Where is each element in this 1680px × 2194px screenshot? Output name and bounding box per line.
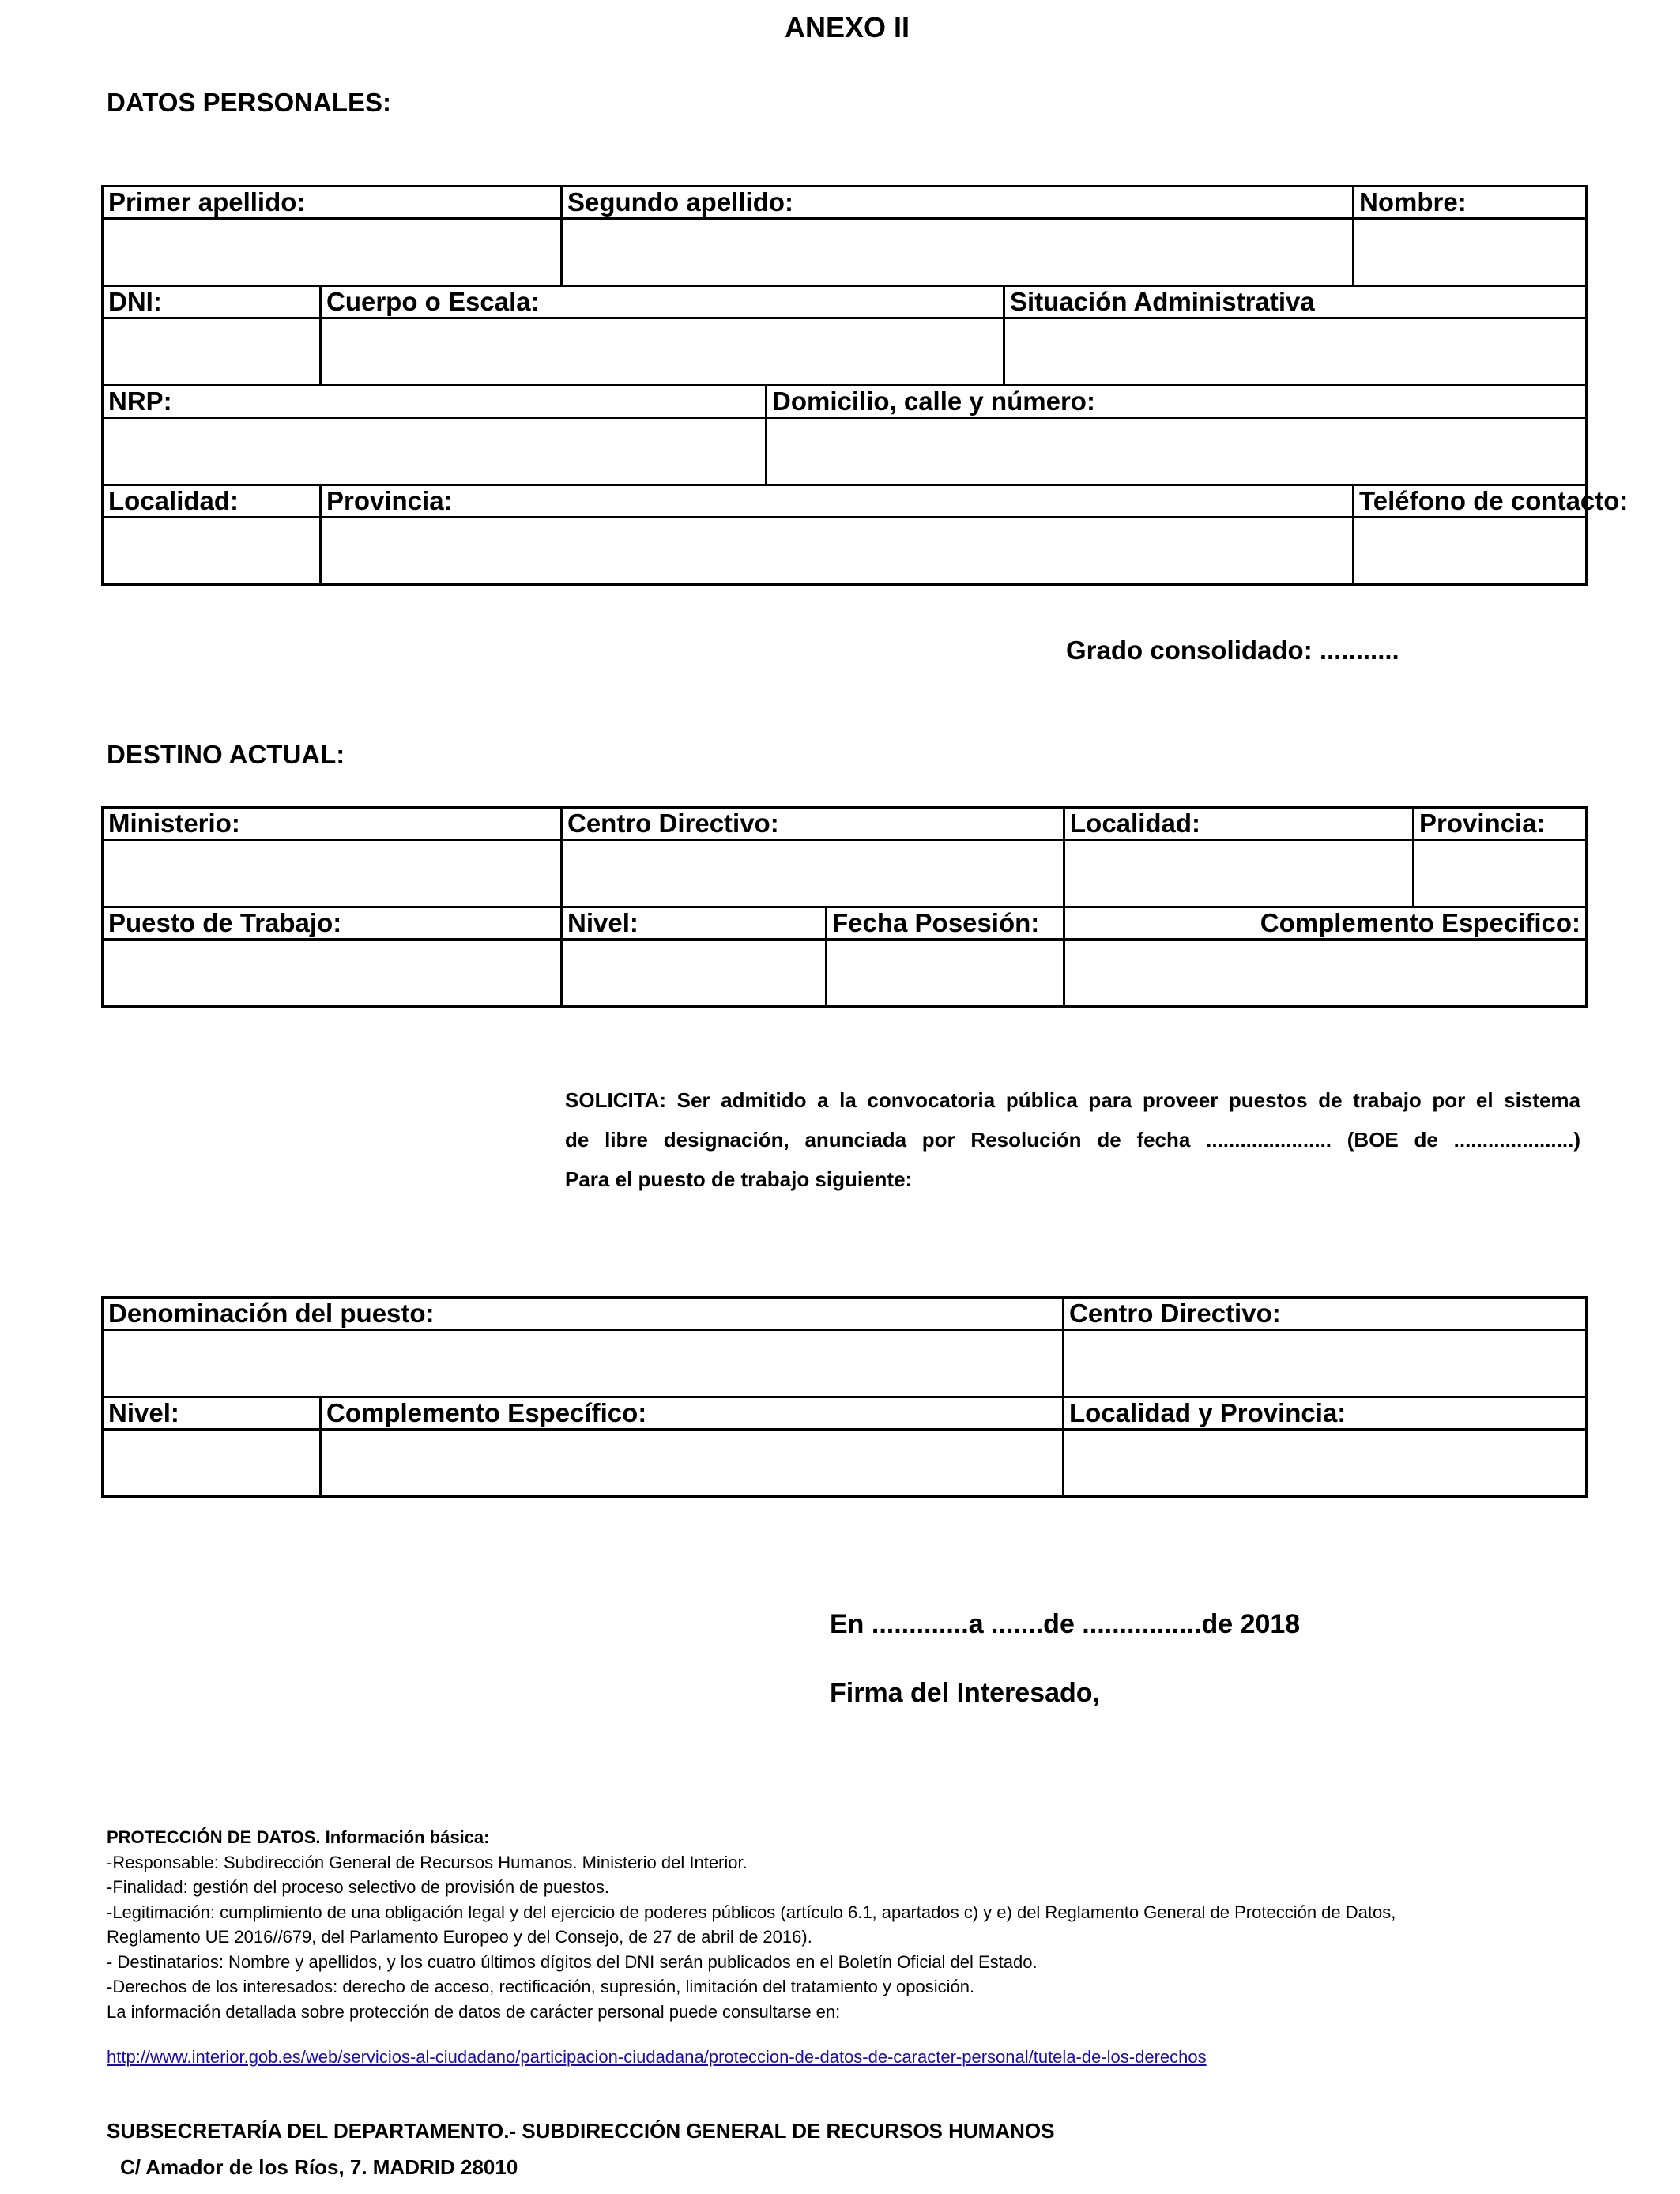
ministerio-label: Ministerio: [103, 808, 562, 840]
puesto-table [101, 1296, 1588, 1498]
centro-directivo-field[interactable] [562, 840, 1064, 907]
puesto-trabajo-label: Puesto de Trabajo: [103, 907, 562, 940]
primer-apellido-field[interactable] [103, 219, 562, 286]
segundo-apellido-label: Segundo apellido: [562, 187, 1354, 219]
destino-heading: DESTINO ACTUAL: [107, 740, 345, 769]
dni-label: DNI: [103, 286, 321, 319]
situacion-field[interactable] [1004, 319, 1587, 386]
cuerpo-label: Cuerpo o Escala: [321, 286, 1004, 319]
telefono-field[interactable] [1354, 518, 1587, 585]
complemento-label: Complemento Especifico: [1064, 907, 1587, 940]
puesto-complemento-field[interactable] [321, 1430, 1064, 1497]
page-title: ANEXO II [785, 11, 910, 43]
provincia-label: Provincia: [321, 485, 1354, 518]
localidad-label: Localidad: [103, 485, 321, 518]
footer-address: C/ Amador de los Ríos, 7. MADRID 28010 [120, 2155, 518, 2179]
personal-data-table [101, 185, 1629, 586]
complemento-field[interactable] [1064, 940, 1587, 1007]
telefono-label: Teléfono de contacto: [1354, 485, 1587, 518]
legitimacion-text-1: -Legitimación: cumplimiento de una obligación legal y del ejercicio de poderes públicos (artículo 6.1, apartados c) y e) del Reglamento General de Protección de Datos, [107, 1902, 1396, 1922]
destino-provincia-label: Provincia: [1414, 808, 1587, 840]
destino-provincia-field[interactable] [1414, 840, 1587, 907]
finalidad-text: -Finalidad: gestión del proceso selectivo de provisión de puestos. [107, 1877, 609, 1897]
nombre-field[interactable] [1354, 219, 1587, 286]
puesto-complemento-label: Complemento Específico: [321, 1397, 1064, 1430]
footer-department: SUBSECRETARÍA DEL DEPARTAMENTO.- SUBDIRECCIÓN GENERAL DE RECURSOS HUMANOS [107, 2119, 1055, 2143]
puesto-nivel-field[interactable] [103, 1430, 321, 1497]
domicilio-field[interactable] [767, 418, 1587, 485]
denominacion-label: Denominación del puesto: [103, 1298, 1064, 1330]
domicilio-label: Domicilio, calle y número: [767, 386, 1587, 418]
date-line: En .............a .......de ................de 2018 [830, 1609, 1301, 1639]
destino-localidad-label: Localidad: [1064, 808, 1414, 840]
destino-localidad-field[interactable] [1064, 840, 1414, 907]
legitimacion-text-2: Reglamento UE 2016//679, del Parlamento Europeo y del Consejo, de 27 de abril de 2016). [107, 1927, 812, 1947]
derechos-text: -Derechos de los interesados: derecho de acceso, rectificación, supresión, limitación del tratamiento y oposición. [107, 1977, 975, 1996]
localidad-field[interactable] [103, 518, 321, 585]
destino-table [101, 806, 1588, 1008]
cuerpo-field[interactable] [321, 319, 1004, 386]
fecha-posesion-label: Fecha Posesión: [827, 907, 1064, 940]
dni-field[interactable] [103, 319, 321, 386]
grado-consolidado: Grado consolidado: ........... [1066, 635, 1399, 665]
localidad-provincia-field[interactable] [1064, 1430, 1587, 1497]
data-protection-heading: PROTECCIÓN DE DATOS. Información básica: [107, 1827, 490, 1847]
personal-data-heading: DATOS PERSONALES: [107, 88, 391, 117]
responsable-text: -Responsable: Subdirección General de Recursos Humanos. Ministerio del Interior. [107, 1852, 748, 1872]
nivel-label: Nivel: [562, 907, 827, 940]
fecha-posesion-field[interactable] [827, 940, 1064, 1007]
segundo-apellido-field[interactable] [562, 219, 1354, 286]
puesto-centro-field[interactable] [1064, 1330, 1587, 1397]
primer-apellido-label: Primer apellido: [103, 187, 562, 219]
destinatarios-text: - Destinatarios: Nombre y apellidos, y los cuatro últimos dígitos del DNI serán publicados en el Boletín Oficial del Estado. [107, 1951, 1038, 1972]
solicita-line-1: SOLICITA: Ser admitido a la convocatoria pública para proveer puestos de trabajo por el sistema [565, 1088, 1580, 1112]
puesto-nivel-label: Nivel: [103, 1397, 321, 1430]
firma-label: Firma del Interesado, [830, 1678, 1100, 1708]
data-protection-block [107, 1825, 1584, 2024]
centro-directivo-label: Centro Directivo: [562, 808, 1064, 840]
puesto-trabajo-field[interactable] [103, 940, 562, 1007]
nivel-field[interactable] [562, 940, 827, 1007]
puesto-centro-label: Centro Directivo: [1064, 1298, 1587, 1330]
denominacion-field[interactable] [103, 1330, 1064, 1397]
info-text: La información detallada sobre protección de datos de carácter personal puede consultarse en: [107, 2001, 841, 2022]
data-protection-link[interactable]: http://www.interior.gob.es/web/servicios-al-ciudadano/participacion-ciudadana/proteccion-de-datos-de-caracter-personal/tutela-de-los-derechos [107, 2047, 1207, 2067]
localidad-provincia-label: Localidad y Provincia: [1064, 1397, 1587, 1430]
nrp-label: NRP: [103, 386, 767, 418]
solicita-line-2: de libre designación, anunciada por Resolución de fecha ...................... (BOE de .....................) [565, 1128, 1580, 1152]
nrp-field[interactable] [103, 418, 767, 485]
provincia-field[interactable] [321, 518, 1354, 585]
solicita-line-3: Para el puesto de trabajo siguiente: [565, 1167, 913, 1191]
solicita-paragraph [565, 1080, 1580, 1199]
situacion-label: Situación Administrativa [1004, 286, 1587, 319]
ministerio-field[interactable] [103, 840, 562, 907]
nombre-label: Nombre: [1354, 187, 1587, 219]
